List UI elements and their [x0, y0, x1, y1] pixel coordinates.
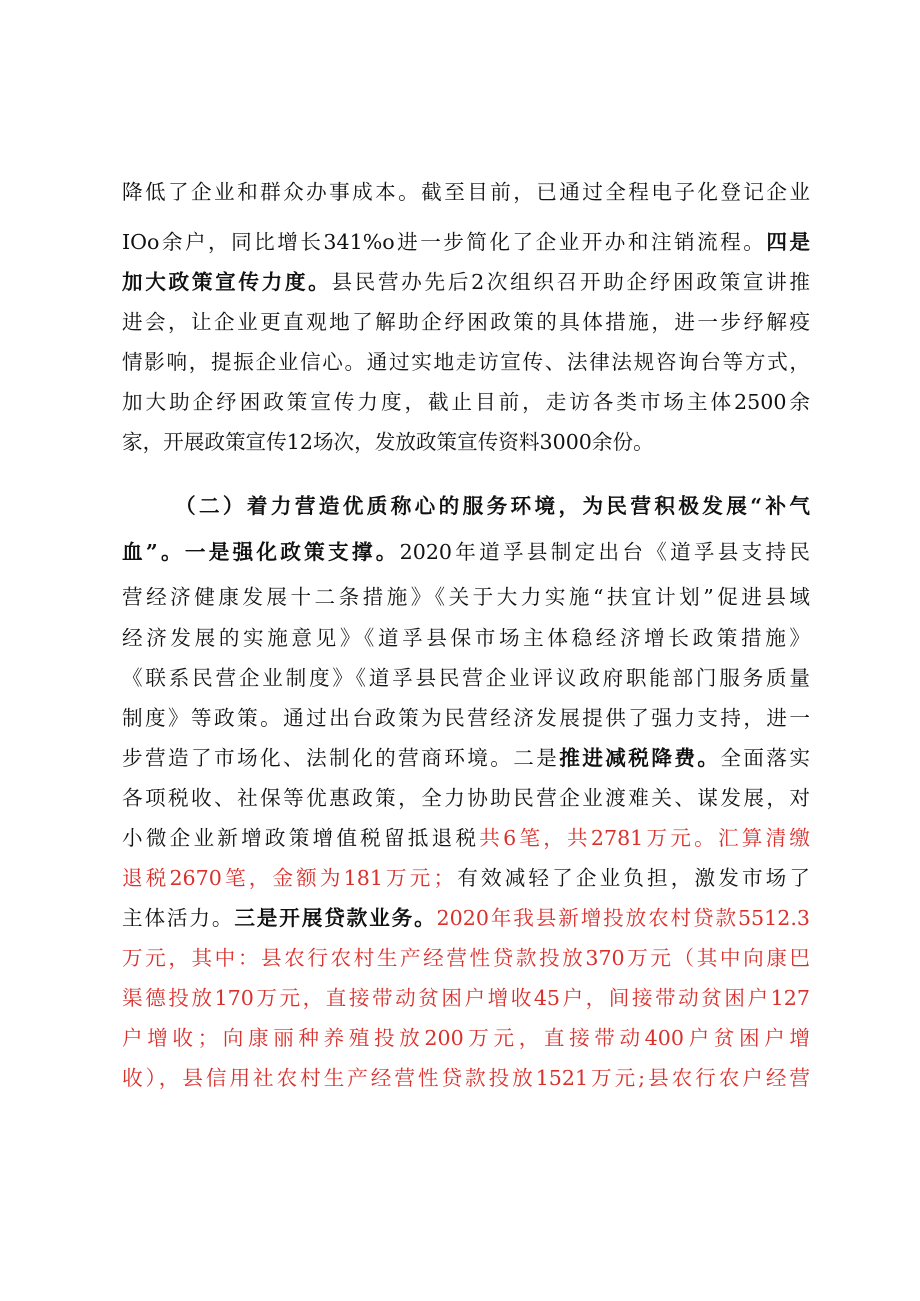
paragraph-line	[122, 172, 810, 212]
text-run: 家，开展政策宣传12场次，发放政策宣传资料3000余份。	[122, 430, 654, 454]
paragraph-line	[122, 778, 810, 818]
text-run: 步营造了市场化、法制化的营商环境。二是	[122, 746, 560, 770]
paragraph-line	[122, 382, 810, 422]
paragraph-line	[122, 262, 810, 302]
text-run: 户增收；向康丽种养殖投放200万元，直接带动400户贫困户增	[122, 1026, 810, 1050]
text-run: 有效减轻了企业负担，激发市场了	[454, 866, 810, 890]
paragraph-line	[122, 1018, 810, 1058]
text-run: 四是	[766, 230, 810, 254]
paragraph-line	[122, 342, 810, 382]
text-run: 经济发展的实施意见》《道孚县保市场主体稳经济增长政策措施》	[122, 626, 810, 650]
paragraph-line	[122, 658, 810, 698]
text-run: 收），县信用社农村生产经营性贷款投放1521万元;县农行农户经营	[122, 1066, 810, 1090]
paragraph-line	[122, 222, 810, 262]
text-run: 主体活力。	[122, 906, 235, 930]
text-run: 退税2670笔，金额为181万元；	[122, 866, 455, 890]
paragraph-line	[122, 898, 810, 938]
paragraph-line	[122, 532, 810, 572]
text-run: 降低了企业和群众办事成本。截至目前，已通过全程电子化登记企业	[122, 180, 810, 204]
paragraph-line	[122, 302, 810, 342]
paragraph-line	[122, 818, 810, 858]
paragraph-line	[122, 938, 810, 978]
paragraph-line	[122, 618, 810, 658]
text-run: 渠德投放170万元，直接带动贫困户增收45户，间接带动贫困户127	[122, 986, 810, 1010]
paragraph-line	[122, 738, 810, 778]
text-run: 推进减税降费。	[559, 746, 721, 770]
text-run: 制度》等政策。通过出台政策为民营经济发展提供了强力支持，进一	[122, 706, 810, 730]
text-run: IOo余户，同比增长341%o进一步简化了企业开办和注销流程。	[122, 230, 767, 254]
text-run: 2020年我县新增投放农村贷款5512.3	[436, 906, 811, 930]
text-run: （二）着力营造优质称心的服务环境，为民营积极发展“补气	[175, 494, 810, 518]
text-run: 加大政策宣传力度。	[122, 270, 332, 294]
text-run: 加大助企纾困政策宣传力度，截止目前，走访各类市场主体2500余	[122, 390, 810, 414]
text-run: 营经济健康发展十二条措施》《关于大力实施“扶宜计划”促进县域	[122, 585, 810, 609]
text-run: 共6笔，共2781万元。汇算清缴	[479, 826, 810, 850]
text-run: 全面落实	[720, 746, 811, 770]
paragraph-line	[122, 978, 810, 1018]
paragraph-line	[122, 858, 810, 898]
text-run: 万元，其中：县农行农村生产经营性贷款投放370万元（其中向康巴	[122, 946, 810, 970]
paragraph-line	[122, 577, 810, 617]
text-run: 进会，让企业更直观地了解助企纾困政策的具体措施，进一步纾解疫	[122, 310, 810, 334]
text-run: 小微企业新增政策增值税留抵退税	[122, 826, 480, 850]
paragraph-line	[122, 1058, 810, 1098]
text-run: 各项税收、社保等优惠政策，全力协助民营企业渡难关、谋发展，对	[122, 786, 810, 810]
text-run: 2020年道孚县制定出台《道孚县支持民	[399, 540, 810, 564]
text-run: 《联系民营企业制度》《道孚县民营企业评议政府职能部门服务质量	[122, 666, 810, 690]
paragraph-line	[122, 698, 810, 738]
text-run: 县民营办先后2次组织召开助企纾困政策宣讲推	[331, 270, 810, 294]
text-run: 情影响，提振企业信心。通过实地走访宣传、法律法规咨询台等方式，	[122, 350, 810, 374]
text-run: 血”。一是强化政策支撑。	[122, 540, 400, 564]
text-run: 三是开展贷款业务。	[234, 906, 437, 930]
section-heading-line	[175, 486, 810, 526]
paragraph-line	[122, 422, 810, 462]
